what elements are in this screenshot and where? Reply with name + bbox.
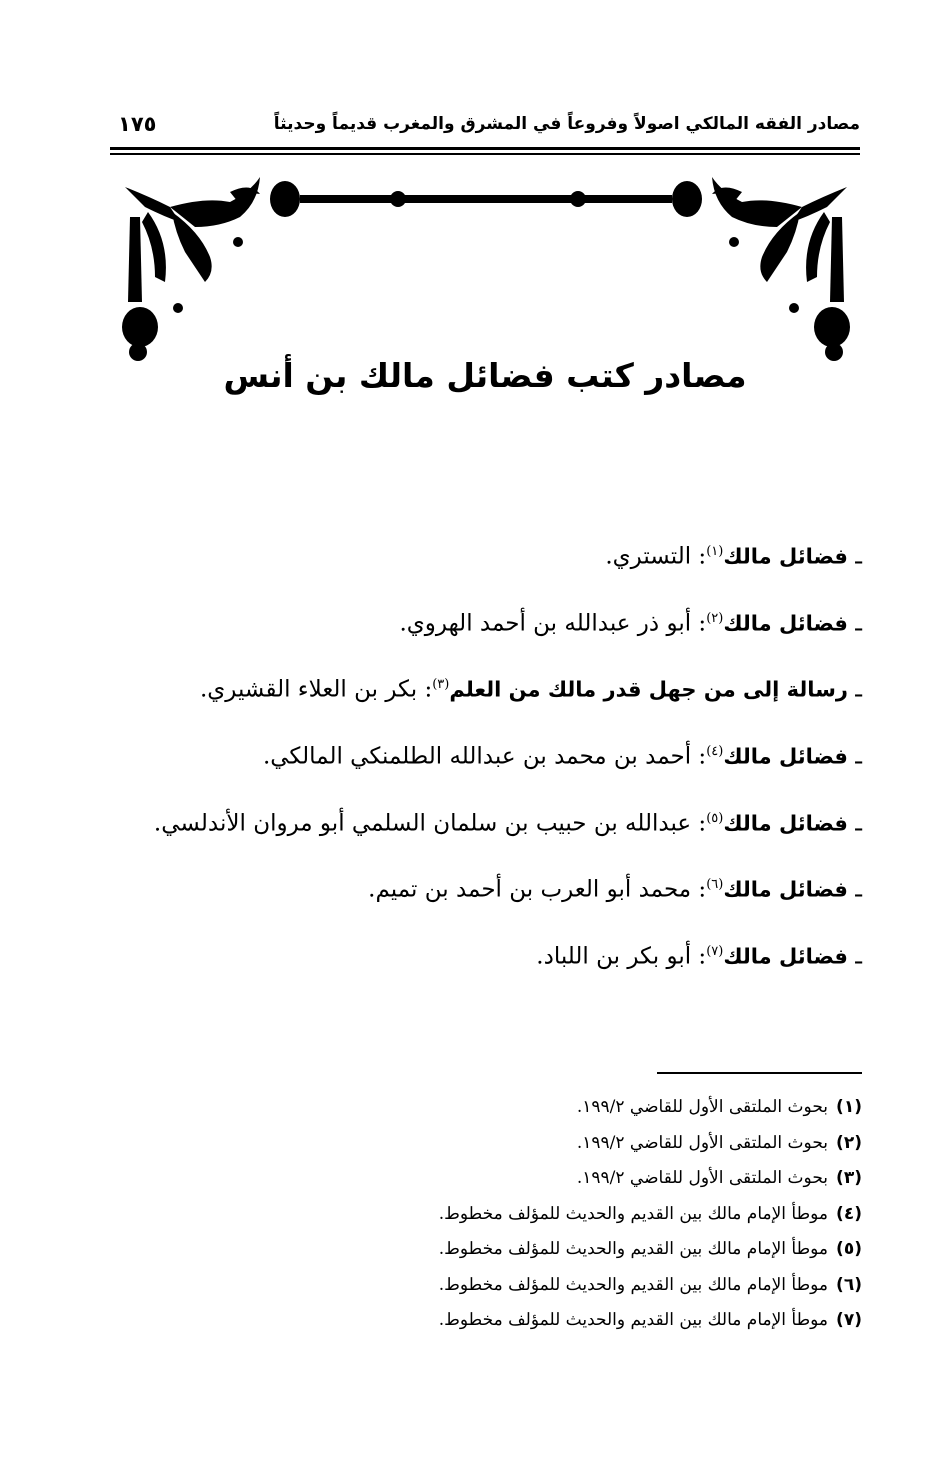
book-title: فضائل مالك xyxy=(723,877,848,902)
footnote-marker: (٤) xyxy=(706,743,724,759)
running-title: مصادر الفقه المالكي اصولاً وفروعاً في المشرق والمغرب قديماً وحديثاً xyxy=(273,114,860,134)
book-title: فضائل مالك xyxy=(723,811,848,836)
book-list xyxy=(110,530,862,997)
footnote-marker: (٢) xyxy=(706,610,724,626)
section-title: مصادر كتب فضائل مالك بن أنس xyxy=(223,356,747,395)
ornament-bar xyxy=(270,181,702,217)
book-title: فضائل مالك xyxy=(723,944,848,969)
footnote-marker: (٧) xyxy=(706,943,724,959)
footnote xyxy=(110,1161,862,1197)
footnote-text: موطأ الإمام مالك بين القديم والحديث للمؤلف مخطوط. xyxy=(438,1274,829,1295)
footnote-separator xyxy=(657,1072,862,1074)
footnote-marker: (٣) xyxy=(432,677,450,693)
footnote xyxy=(110,1126,862,1162)
footnote-number: (٤) xyxy=(836,1203,862,1224)
book-author: : بكر بن العلاء القشيري. xyxy=(199,676,433,703)
book-title: فضائل مالك xyxy=(723,544,848,569)
footnote-number: (٦) xyxy=(836,1274,862,1295)
footnote-number: (٧) xyxy=(836,1310,862,1330)
list-item: ـ فضائل مالك$^{(٥)}$: عبدالله بن حبيب بن سلمان السلمي أبو مروان الأندلسي. xyxy=(153,810,862,837)
ornament-left-corner xyxy=(122,177,260,361)
footnote-text: موطأ الإمام مالك بين القديم والحديث للمؤلف مخطوط. xyxy=(438,1239,829,1259)
footnote xyxy=(110,1303,862,1339)
list-item: ـ فضائل مالك$^{(٢)}$: أبو ذر عبدالله بن أحمد الهروي. xyxy=(399,610,862,637)
list-item: ـ فضائل مالك$^{(٦)}$: محمد أبو العرب بن أحمد بن تميم. xyxy=(368,876,862,903)
book-title: فضائل مالك xyxy=(723,744,848,769)
footnote xyxy=(110,1268,862,1304)
footnote-number: (٣) xyxy=(836,1168,862,1188)
footnote xyxy=(110,1232,862,1268)
ornament-right-corner xyxy=(712,177,850,361)
footnote-number: (١) xyxy=(836,1097,862,1117)
book-author: : أبو بكر بن اللباد. xyxy=(536,943,707,970)
footnote-number: (٢) xyxy=(836,1132,862,1153)
book-title: فضائل مالك xyxy=(723,611,848,636)
book-author: : أبو ذر عبدالله بن أحمد الهروي. xyxy=(399,610,707,637)
book-author: : أحمد بن محمد بن عبدالله الطلمنكي المالكي. xyxy=(262,743,707,770)
footnotes xyxy=(110,1090,862,1339)
page-number: ١٧٥ xyxy=(118,112,157,136)
decorative-frame-ornament xyxy=(110,172,862,362)
footnote-text: بحوث الملتقى الأول للقاضي ١٩٩/٢. xyxy=(576,1132,829,1153)
list-item: ـ فضائل مالك$^{(١)}$: التستري. xyxy=(605,543,862,570)
header-rule-thin xyxy=(110,153,860,155)
footnote-marker: (٥) xyxy=(706,810,724,826)
header-rule-thick xyxy=(110,147,860,150)
footnote-number: (٥) xyxy=(836,1239,862,1259)
footnote-marker: (٦) xyxy=(706,877,724,893)
footnote-marker: (١) xyxy=(706,544,724,559)
footnote-text: بحوث الملتقى الأول للقاضي ١٩٩/٢. xyxy=(576,1097,829,1117)
footnote-text: موطأ الإمام مالك بين القديم والحديث للمؤلف مخطوط. xyxy=(438,1203,829,1224)
footnote-text: موطأ الإمام مالك بين القديم والحديث للمؤلف مخطوط. xyxy=(438,1310,829,1330)
book-author: : محمد أبو العرب بن أحمد بن تميم. xyxy=(368,876,707,903)
footnote xyxy=(110,1197,862,1233)
book-author: : عبدالله بن حبيب بن سلمان السلمي أبو مروان الأندلسي. xyxy=(153,810,707,837)
book-author: : التستري. xyxy=(605,543,707,570)
list-item: ـ فضائل مالك$^{(٤)}$: أحمد بن محمد بن عبدالله الطلمنكي المالكي. xyxy=(262,743,862,770)
footnote xyxy=(110,1090,862,1126)
footnote-text: بحوث الملتقى الأول للقاضي ١٩٩/٢. xyxy=(576,1168,829,1188)
list-item: ـ رسالة إلى من جهل قدر مالك من العلم$^{(٣)}$: بكر بن العلاء القشيري. xyxy=(199,676,862,703)
running-header xyxy=(110,112,860,146)
book-title: رسالة إلى من جهل قدر مالك من العلم xyxy=(449,677,848,702)
list-item: ـ فضائل مالك$^{(٧)}$: أبو بكر بن اللباد. xyxy=(536,943,862,970)
